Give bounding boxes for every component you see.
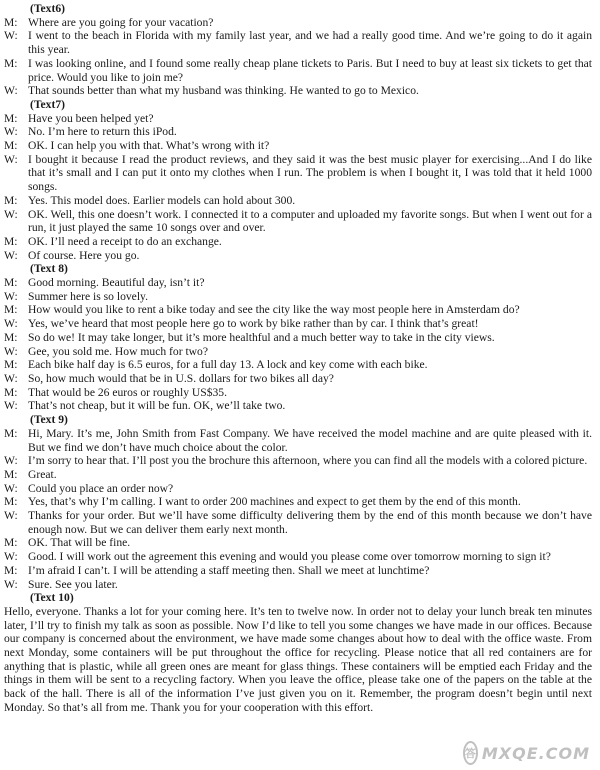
dialogue-line — [4, 578, 592, 592]
speaker-label: M: — [4, 358, 18, 372]
speaker-label: W: — [4, 125, 18, 139]
dialogue-line — [4, 454, 592, 468]
dialogue-text: That’s not cheap, but it will be fun. OK, we’ll take two. — [28, 399, 286, 413]
dialogue-text: Of course. Here you go. — [28, 248, 140, 262]
speaker-label: M: — [4, 385, 18, 399]
speaker-label: W: — [4, 248, 18, 262]
speaker-label: W: — [4, 207, 18, 221]
dialogue-line — [4, 153, 592, 194]
speaker-label: M: — [4, 426, 18, 440]
section-heading: (Text 10) — [30, 591, 74, 605]
dialogue-line — [4, 495, 592, 509]
dialogue-text: That sounds better than what my husband was thinking. He wanted to go to Mexico. — [28, 84, 419, 98]
dialogue-line — [4, 331, 592, 345]
speaker-label: M: — [4, 276, 18, 290]
monologue-paragraph: Hello, everyone. Thanks a lot for your coming here. It’s ten to twelve now. In order not to delay your lunch break ten minutes later, I’ll try to finish my talk as soon as possible. Now I’d like to tell you some changes we have made in our offices. Because our company is concerned about the environment, we have made some changes about how to deal with the office waste. From next Monday, some containers will be put throughout the office for recycling. Please notice that all red containers are for anything that is plastic, while all green ones are meant for glass things. These containers will be emptied each Friday and the things in them will be sent to a recycling factory. When you leave the office, please take one of the papers on the table at the back of the hall. There is all of the information I’ve just given you on it. Remember, the program doesn’t begin until next Monday. So that’s all from me. Thank you for your cooperation with this effort. — [4, 604, 592, 714]
site-watermark — [464, 740, 590, 766]
dialogue-text: Good. I will work out the agreement this evening and would you please come over tomorrow morning to sign it? — [28, 550, 551, 564]
dialogue-text: Good morning. Beautiful day, isn’t it? — [28, 276, 205, 290]
section-heading: (Text 8) — [30, 262, 68, 276]
section-text6 — [4, 2, 592, 98]
dialogue-text: Thanks for your order. But we’ll have some difficulty delivering them by the end of this month because we don’t have enough now. But we can deliver them early next month. — [28, 509, 592, 536]
speaker-label: W: — [4, 29, 18, 43]
speaker-label: M: — [4, 111, 18, 125]
speaker-label: W: — [4, 454, 18, 468]
dialogue-line — [4, 125, 592, 139]
speaker-label: W: — [4, 344, 18, 358]
speaker-label: W: — [4, 289, 18, 303]
speaker-label: W: — [4, 509, 18, 523]
dialogue-line — [4, 317, 592, 331]
dialogue-text: OK. I’ll need a receipt to do an exchange. — [28, 234, 222, 248]
dialogue-text: Sure. See you later. — [28, 577, 118, 591]
dialogue-line — [4, 290, 592, 304]
speaker-label: W: — [4, 152, 18, 166]
dialogue-text: Could you place an order now? — [28, 481, 174, 495]
speaker-label: W: — [4, 371, 18, 385]
dialogue-text: Each bike half day is 6.5 euros, for a full day 13. A lock and key come with each bike. — [28, 358, 428, 372]
dialogue-text: How would you like to rent a bike today and see the city like the way most people here in Amsterdam do? — [28, 303, 520, 317]
dialogue-line — [4, 112, 592, 126]
speaker-label: M: — [4, 234, 18, 248]
dialogue-text: I’m afraid I can’t. I will be attending a staff meeting then. Shall we meet at lunchtime? — [28, 563, 430, 577]
speaker-label: M: — [4, 303, 18, 317]
speaker-label: M: — [4, 536, 18, 550]
speaker-label: W: — [4, 84, 18, 98]
section-heading: (Text6) — [30, 2, 65, 15]
dialogue-line — [4, 482, 592, 496]
dialogue-line — [4, 345, 592, 359]
speaker-label: M: — [4, 495, 18, 509]
dialogue-text: No. I’m here to return this iPod. — [28, 125, 177, 139]
dialogue-line — [4, 399, 592, 413]
dialogue-line — [4, 358, 592, 372]
dialogue-text: OK. I can help you with that. What’s wrong with it? — [28, 139, 270, 153]
dialogue-text: OK. That will be fine. — [28, 536, 131, 550]
speaker-label: M: — [4, 467, 18, 481]
dialogue-line — [4, 536, 592, 550]
dialogue-line — [4, 303, 592, 317]
speaker-label: M: — [4, 56, 18, 70]
dialogue-line — [4, 208, 592, 235]
section-text7 — [4, 98, 592, 262]
dialogue-text: I’m sorry to hear that. I’ll post you the brochure this afternoon, where you can find all the models with a colored picture. — [28, 454, 588, 468]
dialogue-text: Have you been helped yet? — [28, 111, 154, 125]
section-text10 — [4, 591, 592, 714]
speaker-label: W: — [4, 317, 18, 331]
dialogue-line — [4, 564, 592, 578]
dialogue-text: So, how much would that be in U.S. dollars for two bikes all day? — [28, 371, 334, 385]
dialogue-line — [4, 372, 592, 386]
speaker-label: M: — [4, 193, 18, 207]
dialogue-line — [4, 235, 592, 249]
dialogue-text: Summer here is so lovely. — [28, 289, 148, 303]
watermark-badge-icon: 答 — [463, 741, 478, 765]
dialogue-text: Gee, you sold me. How much for two? — [28, 344, 208, 358]
speaker-label: W: — [4, 577, 18, 591]
dialogue-text: Yes. This model does. Earlier models can hold about 300. — [28, 193, 296, 207]
speaker-label: M: — [4, 15, 18, 29]
dialogue-line — [4, 427, 592, 454]
dialogue-line — [4, 468, 592, 482]
dialogue-text: Yes, that’s why I’m calling. I want to order 200 machines and expect to get them by the end of this month. — [28, 495, 521, 509]
section-text9 — [4, 413, 592, 591]
speaker-label: M: — [4, 330, 18, 344]
watermark-text: MXQE.COM — [481, 743, 590, 763]
speaker-label: M: — [4, 563, 18, 577]
dialogue-line — [4, 29, 592, 56]
dialogue-line — [4, 57, 592, 84]
dialogue-text: That would be 26 euros or roughly US$35. — [28, 385, 228, 399]
dialogue-text: I was looking online, and I found some really cheap plane tickets to Paris. But I need to buy at least six tickets to get that price. Would you like to join me? — [28, 56, 592, 84]
dialogue-text: Great. — [28, 467, 57, 481]
dialogue-line — [4, 84, 592, 98]
section-heading: (Text 9) — [30, 413, 68, 427]
section-heading: (Text7) — [30, 97, 65, 111]
dialogue-line — [4, 249, 592, 263]
dialogue-text: Yes, we’ve heard that most people here go to work by bike rather than by car. I think that’s great! — [28, 317, 479, 331]
dialogue-text: I went to the beach in Florida with my family last year, and we had a really good time. And we’re going to do it again this year. — [28, 29, 592, 57]
section-text8 — [4, 262, 592, 413]
dialogue-text: I bought it because I read the product reviews, and they said it was the best music player for exercising...And I do like that it’s small and I can put it onto my clothes when I run. The problem is when I bought it, I was told that it held 1000 songs. — [28, 152, 592, 194]
dialogue-line — [4, 386, 592, 400]
speaker-label: W: — [4, 399, 18, 413]
dialogue-line — [4, 139, 592, 153]
dialogue-line — [4, 276, 592, 290]
dialogue-line — [4, 194, 592, 208]
dialogue-text: So do we! It may take longer, but it’s more healthful and a much better way to take in the city views. — [28, 330, 495, 344]
dialogue-line — [4, 550, 592, 564]
dialogue-text: Hi, Mary. It’s me, John Smith from Fast Company. We have received the model machine and are quite pleased with it. But we find we don’t have much choice about the color. — [28, 426, 592, 454]
dialogue-text: OK. Well, this one doesn’t work. I connected it to a computer and uploaded my favorite songs. But when I went out for a run, it just played the same 10 songs over and over. — [28, 207, 592, 235]
dialogue-line — [4, 16, 592, 30]
speaker-label: W: — [4, 550, 18, 564]
dialogue-text: Where are you going for your vacation? — [28, 15, 214, 29]
dialogue-line — [4, 509, 592, 536]
speaker-label: W: — [4, 481, 18, 495]
speaker-label: M: — [4, 139, 18, 153]
